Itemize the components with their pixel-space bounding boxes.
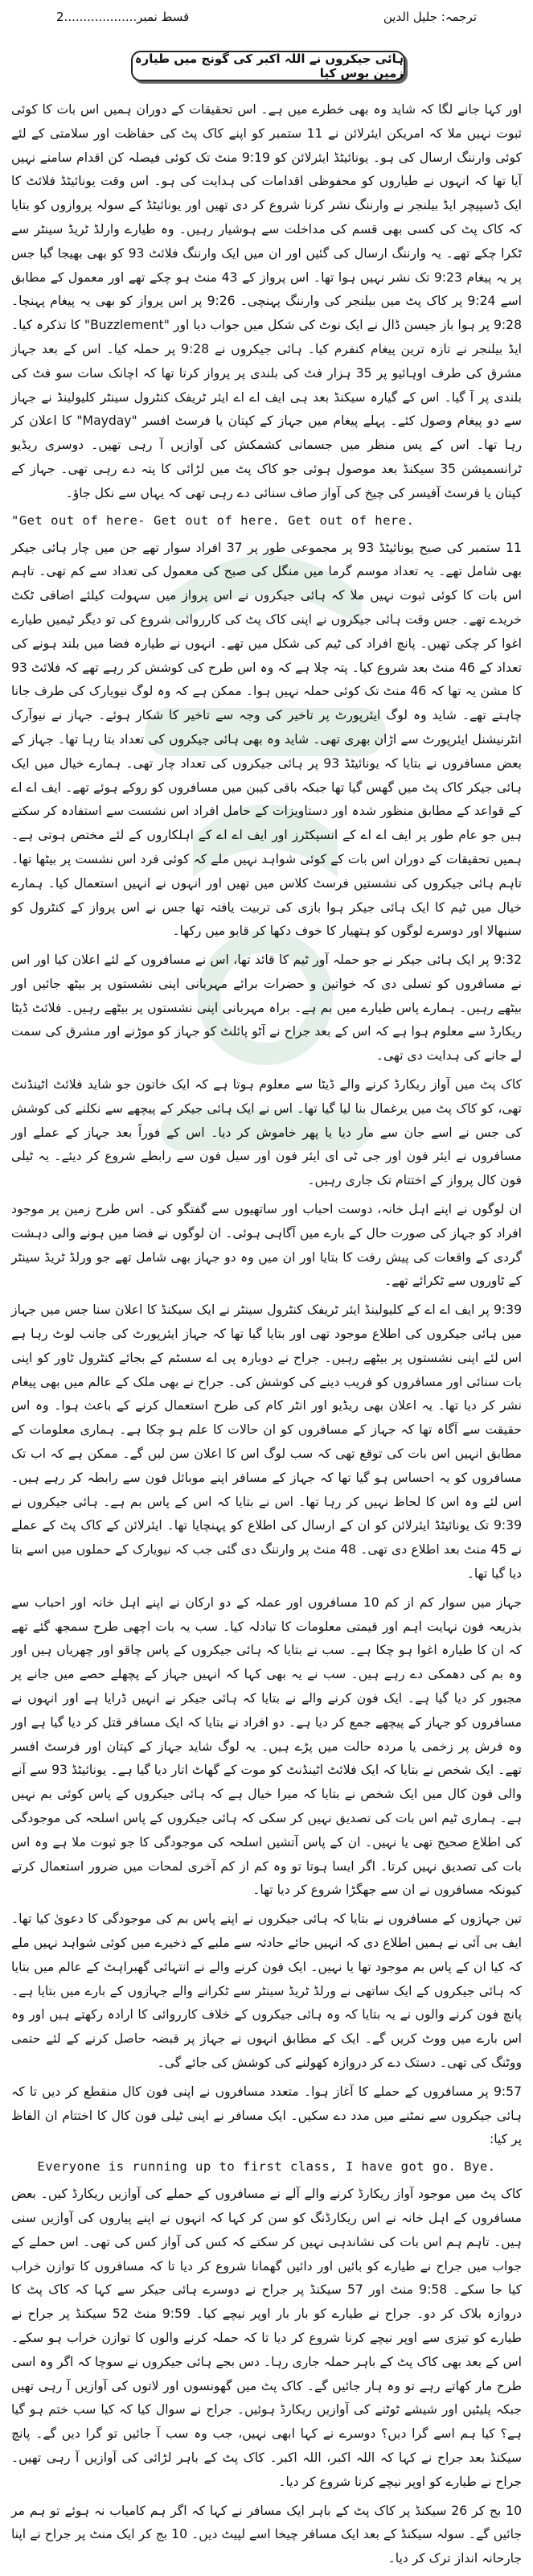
body-paragraph: 9:57 پر مسافروں کے حملے کا آغاز ہوا۔ متعدد مسافروں نے اپنی فون کال منقطع کر دیں تا کہ ہائی جیکروں سے نمٹنے میں مدد دے سکیں۔ ایک مسافر نے اپنی ٹیلی فون کال کا اختتام ان الفاظ پر کیا: <box>11 2084 522 2147</box>
body-paragraph: 11 ستمبر کی صبح یونائیٹڈ 93 پر مجموعی طور پر 37 افراد سوار تھے جن میں چار ہائی جیکر بھی شامل تھے۔ یہ تعداد موسم گرما میں منگل کی صبح کی معمول کی تعداد سے کم تھی۔ تاہم اس بات کا کوئی ثبوت نہیں ملا کہ ہائی جیکروں نے اس پرواز میں سہولت کیلئے اضافی ٹکٹ خریدے تھے۔ جس وقت ہائی جیکروں نے اپنی کاک پٹ کی کارروائی شروع کی تو دیگر ٹیمیں طیارے اغوا کر چکی تھیں۔ پانچ افراد کی ٹیم کی شکل میں تھے۔ انہوں نے طیارہ فضا میں بلند ہونے کی تعداد کے 46 منٹ بعد شروع کیا۔ پتہ چلا ہے کہ وہ اس طرح کی کوشش کر رہے تھے کہ فلائٹ 93 کا مشن یہ تھا کہ 46 منٹ تک کوئی حملہ نہیں ہوا۔ ممکن ہے کہ وہ لوگ نیویارک کی طرف جانا چاہتے تھے۔ شاید وہ لوگ ایئرپورٹ پر تاخیر کی وجہ سے تاخیر کا شکار ہوئے۔ جہاز نے نیوآرک انٹرنیشنل ایئرپورٹ سے اڑان بھری تھی۔ شاید وہ بھی ہائی جیکروں کی تعداد بتا رہا تھا۔ جہاز کے بعض مسافروں نے بتایا کہ یونائیٹڈ 93 پر ہائی جیکروں کی تعداد چار تھی۔ ہمارے خیال میں ایک ہائی جیکر کاک پٹ میں گھس گیا تھا جبکہ باقی کیبن میں مسافروں کو روکے ہوئے تھے۔ ایف اے اے کے قواعد کے مطابق منظور شدہ اور دستاویزات کے حامل افراد اس نشست سے استفادہ کر سکتے ہیں جو عام طور پر ایف اے اے کے انسپکٹرز اور ایف اے اے کے اہلکاروں کے لئے مختص ہوتی ہے۔ ہمیں تحقیقات کے دوران اس بات کے کوئی شواہد نہیں ملے کہ کوئی فرد اس نشست پر بیٹھا تھا۔ تاہم ہائی جیکروں کی نشستیں فرسٹ کلاس میں تھیں اور انہوں نے انہیں استعمال کیا۔ ہمارے خیال میں ٹیم کا ایک ہائی جیکر ہوا بازی کی تربیت یافتہ تھا جس نے اس پرواز کے کنٹرول کو سنبھالا اور دوسرے لوگوں کو ہتھیار کا خوف دکھا کر قابو میں رکھا۔ <box>11 540 522 939</box>
body-paragraph: جہاز میں سوار کم از کم 10 مسافروں اور عملہ کے دو ارکان نے اپنے اہل خانہ اور احباب سے بذریعہ فون نہایت اہم اور قیمتی معلومات کا تبادلہ کیا۔ سب یہ بات اچھی طرح سمجھ گئے تھے کہ ان کا طیارہ اغوا ہو چکا ہے۔ سب نے بتایا کہ ہائی جیکروں کے پاس چاقو اور چھریاں ہیں اور وہ بم کی دھمکی دے رہے ہیں۔ سب نے یہ بھی کہا کہ انہیں جہاز کے پچھلے حصے میں جانے پر مجبور کر دیا گیا ہے۔ ایک فون کرنے والے نے بتایا کہ ہائی جیکر نے انہیں ڈرایا ہے اور انہوں نے مسافروں کو جہاز کے پیچھے جمع کر دیا ہے۔ دو افراد نے بتایا کہ ایک مسافر قتل کر دیا گیا ہے اور وہ فرش پر زخمی یا مردہ حالت میں پڑے ہیں۔ یہ لوگ شاید جہاز کے کپتان اور فرسٹ افسر تھے۔ ایک شخص نے بتایا کہ ایک فلائٹ اٹینڈنٹ کو موت کے گھاٹ اتار دیا گیا ہے۔ یونائیٹڈ 93 سے آنے والی فون کال میں ایک شخص نے بتایا کہ میرا خیال ہے کہ ہائی جیکروں کے پاس کوئی بم نہیں ہے۔ ہماری ٹیم اس بات کی تصدیق نہیں کر سکی کہ ہائی جیکروں کے پاس اسلحہ کی موجودگی کی اطلاع صحیح تھی یا نہیں۔ ان کے پاس آتشیں اسلحہ کی موجودگی کا جو ثبوت ملا ہے وہ اس بات کی تصدیق نہیں کرتا۔ اگر ایسا ہوتا تو وہ کم از کم آخری لمحات میں ضرور استعمال کرتے کیونکہ مسافروں نے ان سے جھگڑا شروع کر دیا تھا۔ <box>11 1595 522 1898</box>
body-paragraph: 9:32 پر ایک ہائی جیکر نے جو حملہ آور ٹیم کا قائد تھا، اس نے مسافروں کے لئے اعلان کیا اور اس نے مسافروں کو تسلی دی کہ خواتین و حضرات برائے مہربانی اپنی نشستوں پر بیٹھ جائیں اور بیٹھے رہیں۔ ہمارے پاس طیارے میں بم ہے۔ براہ مہربانی اپنی نشستوں پر بیٹھے رہیں۔ فلائٹ ڈیٹا ریکارڈ سے معلوم ہوا ہے کہ اس کے بعد جراح نے آٹو پائلٹ کو جہاز کو موڑنے اور مشرق کی سمت لے جانے کی ہدایت دی تھی۔ <box>11 953 522 1064</box>
english-quote: Everyone is running up to first class, I have got go. Bye. <box>37 2159 496 2175</box>
body-paragraph: کاک پٹ میں موجود آواز ریکارڈ کرنے والے آلے نے مسافروں کے حملے کی آوازیں ریکارڈ کیں۔ بعض مسافروں کے اہل خانہ نے اس ریکارڈنگ کو سن کر کہا کہ انہوں نے اپنے پیاروں کی آوازیں سنی ہیں۔ تاہم ہم اس بات کی نشاندہی نہیں کر سکتے کہ کس کی آواز کس کی تھی۔ اس حملے کے جواب میں جراح نے طیارے کو بائیں اور دائیں گھمانا شروع کر دیا تا کہ مسافروں کا توازن خراب کیا جا سکے۔ 9:58 منٹ اور 57 سیکنڈ پر جراح نے دوسرے ہائی جیکر سے کہا کہ کاک پٹ کا دروازہ بلاک کر دو۔ جراح نے طیارے کو بار بار اوپر نیچے کیا۔ 9:59 منٹ 52 سیکنڈ پر جراح نے طیارے کو تیزی سے اوپر نیچے کرنا شروع کر دیا تا کہ حملہ کرنے والوں کا توازن خراب ہو سکے۔ اس کے بعد بھی کاک پٹ کے باہر حملہ جاری رہا۔ دس بجے ہائی جیکروں نے سوچا کہ اگر وہ اسی طرح مار کھاتے رہے تو وہ ہار جائیں گے۔ کاک پٹ میں گھونسوں اور لاتوں کی آوازیں آ رہی تھیں جبکہ پلیٹیں اور شیشے ٹوٹنے کی آوازیں ریکارڈ ہوئیں۔ جراح نے سوال کیا کہ کیا سب ختم ہو گیا ہے؟ کیا ہم اسے گرا دیں؟ دوسرے نے کہا ابھی نہیں، جب وہ سب آ جائیں تو گرا دیں گے۔ پانچ سیکنڈ بعد جراح نے کہا کہ اللہ اکبر، اللہ اکبر۔ کاک پٹ کے باہر لڑائی کی آوازیں آ رہی تھیں۔ جراح نے طیارے کو اوپر نیچے کرنا شروع کر دیا۔ <box>11 2187 523 2489</box>
body-paragraph: اور کہا جانے لگا کہ شاید وہ بھی خطرے میں ہے۔ اس تحقیقات کے دوران ہمیں اس بات کا کوئی ثبوت نہیں ملا کہ امریکن ایئرلائن نے 11 ستمبر کو اپنے کاک پٹ کی حفاظت اور سلامتی کے لئے کوئی وارننگ ارسال کی ہو۔ یونائیٹڈ ایئرلائن کو 9:19 منٹ تک کوئی فیصلہ کن اقدام سامنے نہیں آیا تھا کہ انہوں نے طیاروں کو محفوظی اقدامات کی ہدایت کی ہو۔ اس وقت یونائیٹڈ فلائٹ کا ایک ڈسپیچر ایڈ بیلنجر نے وارننگ نشر کرنا شروع کر دی تھیں اور یونائیٹڈ کے سولہ پروازوں کو بتایا کہ کاک پٹ کی کسی بھی قسم کی مداخلت سے ہوشیار رہیں۔ وہ طیارے وارلڈ ٹریڈ سینٹر سے ٹکرا چکے تھے۔ یہ وارننگ ارسال کی گئیں اور ان میں ایک وارننگ فلائٹ 93 کو بھی بھیجا گیا جس پر یہ پیغام 9:23 تک نشر نہیں ہوا تھا۔ اس پرواز کے 43 منٹ ہو چکے تھے اور معمول کے مطابق اسے 9:24 پر کاک پٹ میں بیلنجر کی وارننگ پہنچی۔ 9:26 پر اس پرواز کو بھی یہ پیغام پہنچا۔ 9:28 پر ہوا باز جیسن ڈال نے ایک نوٹ کی شکل میں جواب دیا اور "Buzzlement" کا تذکرہ کیا۔ ایڈ بیلنجر نے تازہ ترین پیغام کنفرم کیا۔ ہائی جیکروں نے 9:28 پر حملہ کیا۔ اس کے بعد جہاز مشرق کی طرف اوہائیو پر 35 ہزار فٹ کی بلندی پر پرواز کرتا تھا کہ اچانک سات سو فٹ کی بلندی پر آ گیا۔ اس کے گیارہ سیکنڈ بعد ہی ایف اے اے ایئر ٹریفک کنٹرول سینٹر کلیولینڈ نے جہاز سے دو پیغام وصول کئے۔ پہلے پیغام میں جہاز کے کپتان یا فرسٹ افسر "Mayday" کا اعلان کر رہا تھا۔ اس کے پس منظر میں جسمانی کشمکش کی آوازیں آ رہی تھیں۔ دوسری ریڈیو ٹرانسمیشن 35 سیکنڈ بعد موصول ہوئی جو کاک پٹ میں لڑائی کا پتہ دے رہی تھی۔ جہاز کے کپتان یا فرسٹ آفیسر کی چیخ کی آواز صاف سنائی دے رہی تھی کہ یہاں سے نکل جاؤ۔ <box>11 102 522 500</box>
body-paragraph: تین جہازوں کے مسافروں نے بتایا کہ ہائی جیکروں نے اپنے پاس بم کی موجودگی کا دعویٰ کیا تھا۔ ایف بی آئی نے ہمیں اطلاع دی کہ انہیں جائے حادثہ سے ملبے کے ذخیرے میں کوئی شواہد نہیں ملے کہ کیا ان کے پاس بم موجود تھا یا نہیں۔ ایک فون کرنے والے نے انتہائی گھبراہٹ کے عالم میں بتایا کہ ہائی جیکروں کے ایک ساتھی نے ورلڈ ٹریڈ سینٹر سے ٹکرانے والے جہازوں کے بارے میں بتایا ہے۔ پانچ فون کرنے والوں نے یہ بتایا کہ وہ ہائی جیکروں کے خلاف کارروائی کا ارادہ رکھتے ہیں اور وہ اس بارے میں ووٹ کریں گے۔ ایک کے مطابق انہوں نے جہاز پر قبضہ حاصل کرنے کے لئے حتمی ووٹنگ کی تھی۔ دستک دے کر دروازہ کھولنے کی کوشش کی جائے گی۔ <box>11 1911 522 2070</box>
article-title: ہائی جیکروں نے اللہ اکبر کی گونج میں طیارہ زمین بوس کیا <box>134 51 404 80</box>
body-paragraph: ان لوگوں نے اپنے اہل خانہ، دوست احباب اور ساتھیوں سے گفتگو کی۔ اس طرح زمین پر موجود افراد کو جہاز کی صورت حال کے بارے میں آگاہی ہوئی۔ ان لوگوں نے فضا میں ہونے والی دہشت گردی کے واقعات کی پیش رفت کا بتایا اور ان میں وہ دو جہاز بھی شامل تھے جو ورلڈ ٹریڈ سینٹر کے ٹاوروں سے ٹکرائے تھے۔ <box>11 1202 522 1289</box>
article-title-box <box>131 51 405 81</box>
english-quote: "Get out of here- Get out of here. Get out of here. <box>11 512 415 528</box>
body-paragraph: کاک پٹ میں آواز ریکارڈ کرنے والے ڈیٹا سے معلوم ہوتا ہے کہ ایک خاتون جو شاید فلائٹ اٹینڈنٹ تھی، کو کاک پٹ میں یرغمال بنا لیا گیا تھا۔ اس نے ایک ہائی جیکر کے پیچھے سے نکلنے کی کوشش کی جس نے اسے جان سے مار دیا یا پھر خاموش کر دیا۔ اس کے فوراً بعد جہاز کے عملے اور مسافروں نے ایئر فون اور جی ٹی ای ایئر فون اور سیل فون سے رابطے شروع کر دیئے۔ یہ ٹیلی فون کال پرواز کے اختتام تک جاری رہیں۔ <box>11 1077 522 1188</box>
body-paragraph: 10 بج کر 26 سیکنڈ پر کاک پٹ کے باہر ایک مسافر نے کہا کہ اگر ہم کامیاب نہ ہوئے تو ہم مر جائیں گے۔ سولہ سیکنڈ کے بعد ایک مسافر چیخا اسے لپیٹ دیں۔ 10 بج کر ایک منٹ پر جراح نے اپنا جارحانہ انداز ترک کر دیا۔ <box>11 2503 523 2566</box>
page-header <box>32 10 501 29</box>
translator-credit: ترجمہ: جلیل الدین <box>383 10 477 24</box>
episode-number: قسط نمبر...................2 <box>56 10 190 24</box>
article-body <box>11 98 522 2576</box>
body-paragraph: 9:39 پر ایف اے اے کے کلیولینڈ ایئر ٹریفک کنٹرول سینٹر نے ایک سیکنڈ کا اعلان سنا جس میں جہاز میں ہائی جیکروں کی اطلاع موجود تھی اور بتایا گیا تھا کہ جہاز ایئرپورٹ کی جانب لوٹ رہا ہے اس لئے اپنی نشستوں پر بیٹھے رہیں۔ جراح نے دوبارہ پی اے سسٹم کے بجائے کنٹرول ٹاور کو اپنی بات سنائی اور مسافروں کو فریب دینے کی کوشش کی۔ جراح نے بھی ملک کے عالم میں بھی پیغام نشر کر دیا تھا۔ یہ اعلان بھی ریڈیو اور انٹر کام کی طرح استعمال کرنے کے باعث ہوا۔ وہ اس حقیقت سے آگاہ تھا کہ جہاز کے مسافروں کو ان حالات کا علم ہو چکا ہے۔ ہماری معلومات کے مطابق انہیں اس بات کی توقع تھی کہ سب لوگ اس کا اعلان سن لیں گے۔ ممکن ہے کہ اب تک مسافروں کو یہ احساس ہو گیا تھا کہ جہاز کے مسافر اپنے موبائل فون سے رابطہ کر رہے ہیں۔ اس لئے وہ اس کا لحاظ نہیں کر رہا تھا۔ اس نے بتایا کہ اس کے پاس بم ہے۔ ہائی جیکروں نے 9:39 تک یونائیٹڈ ایئرلائن کو ان کے ارسال کی اطلاع کو پہنچایا تھا۔ ایئرلائن کے کاک پٹ کے عملے نے 45 منٹ بعد اطلاع دی تھی۔ 48 منٹ پر وارننگ دی گئی جب کہ نیویارک کے حملوں میں اسے بتا دیا گیا تھا۔ <box>11 1302 523 1582</box>
